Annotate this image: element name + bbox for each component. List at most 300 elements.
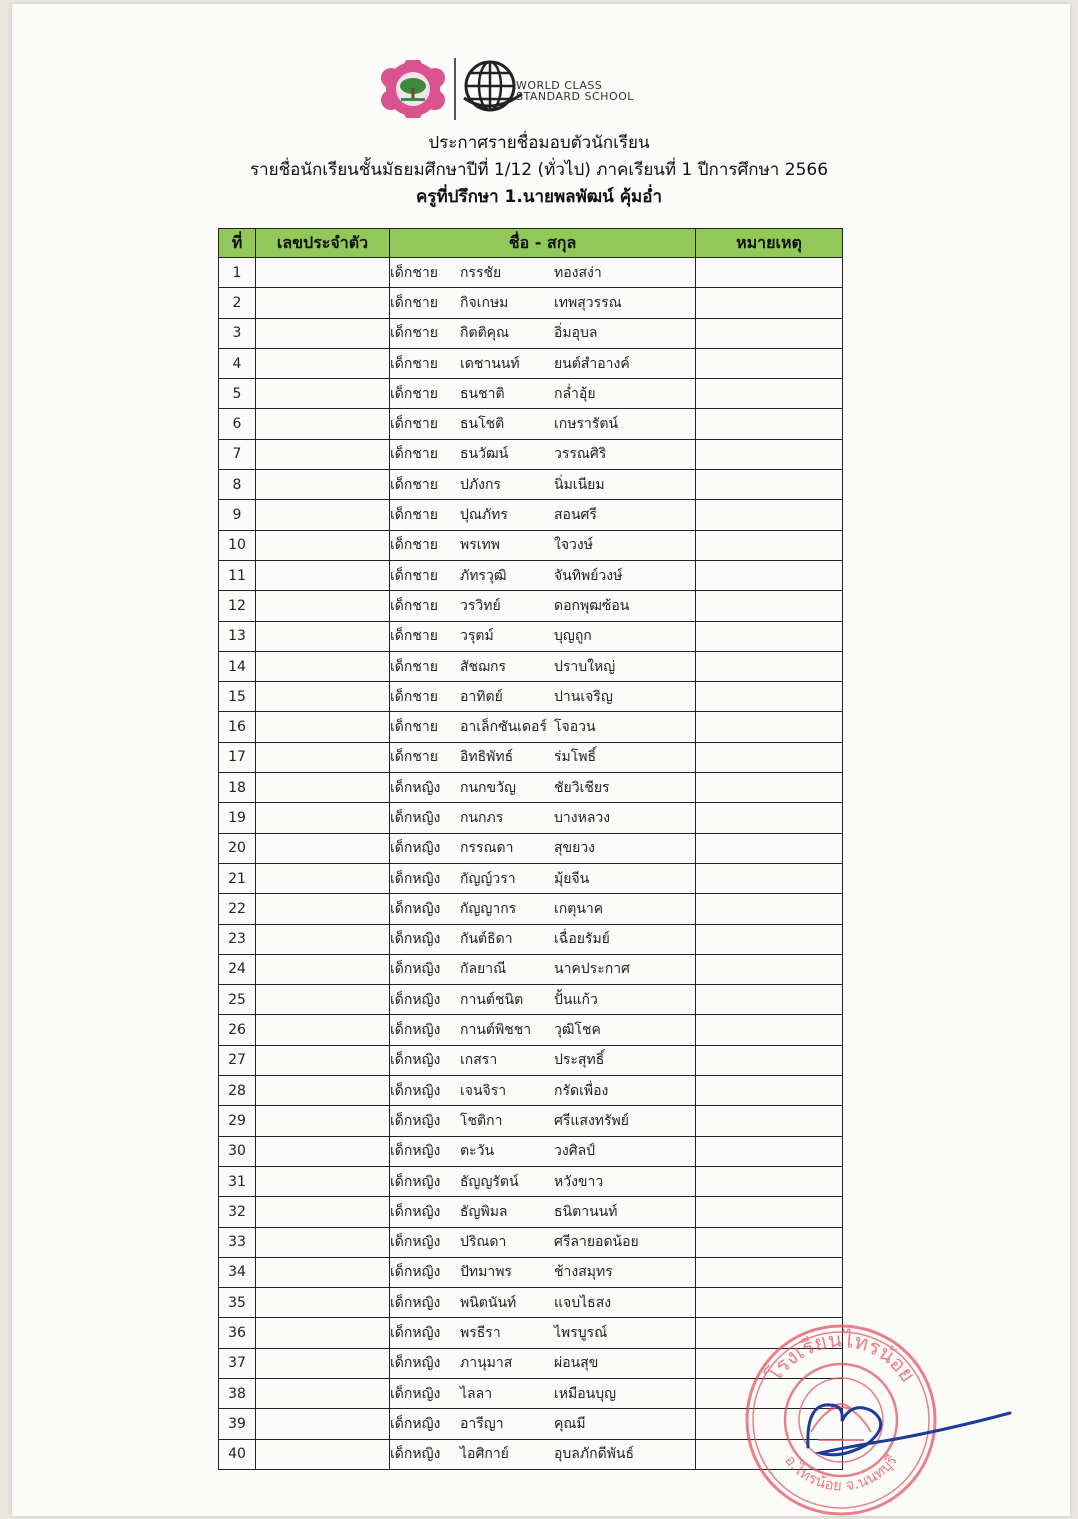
row-number: 24 — [219, 954, 256, 984]
student-id-cell — [256, 409, 390, 439]
student-name-cell — [390, 1166, 696, 1196]
row-number: 28 — [219, 1076, 256, 1106]
last-name: ร่มโพธิ์ — [554, 749, 597, 766]
student-id-cell — [256, 379, 390, 409]
name-title: เด็กหญิง — [390, 1234, 441, 1251]
row-number: 15 — [219, 682, 256, 712]
last-name: เหมือนบุญ — [554, 1385, 617, 1402]
name-title: เด็กชาย — [390, 597, 438, 614]
student-id-cell — [256, 1409, 390, 1439]
row-number: 21 — [219, 863, 256, 893]
row-number: 29 — [219, 1106, 256, 1136]
row-number: 11 — [219, 560, 256, 590]
last-name: สอนศรี — [554, 507, 597, 524]
student-id-cell — [256, 803, 390, 833]
last-name: อิ่มอุบล — [554, 325, 598, 342]
remark-cell — [696, 348, 843, 378]
name-title: เด็กชาย — [390, 658, 438, 675]
remark-cell — [696, 288, 843, 318]
student-id-cell — [256, 1076, 390, 1106]
table-row — [219, 803, 843, 833]
student-id-cell — [256, 651, 390, 681]
col-header-no: ที่ — [219, 229, 256, 258]
student-id-cell — [256, 742, 390, 772]
row-number: 20 — [219, 833, 256, 863]
name-title: เด็กชาย — [390, 264, 438, 281]
name-title: เด็กหญิง — [390, 991, 441, 1008]
student-name-cell — [390, 318, 696, 348]
student-id-cell — [256, 470, 390, 500]
row-number: 23 — [219, 924, 256, 954]
remark-cell — [696, 1288, 843, 1318]
table-row — [219, 863, 843, 893]
student-name-cell — [390, 621, 696, 651]
first-name: โชติกา — [460, 1112, 503, 1129]
remark-cell — [696, 1227, 843, 1257]
student-name-cell — [390, 1227, 696, 1257]
row-number: 22 — [219, 894, 256, 924]
row-number: 10 — [219, 530, 256, 560]
row-number: 13 — [219, 621, 256, 651]
row-number: 37 — [219, 1348, 256, 1378]
wordmark-line2: STANDARD SCHOOL — [516, 90, 634, 103]
class-subtitle: รายชื่อนักเรียนชั้นมัธยมศึกษาปีที่ 1/12 (ทั่วไป) ภาคเรียนที่ 1 ปีการศึกษา 2566 — [249, 160, 829, 180]
name-title: เด็กหญิง — [390, 1022, 441, 1039]
last-name: นาคประกาศ — [554, 961, 630, 978]
first-name: พนิตนันท์ — [460, 1294, 517, 1311]
name-title: เด็กชาย — [390, 719, 438, 736]
first-name: กรรณดา — [460, 840, 514, 857]
remark-cell — [696, 985, 843, 1015]
student-name-cell — [390, 1257, 696, 1287]
row-number: 26 — [219, 1015, 256, 1045]
row-number: 16 — [219, 712, 256, 742]
row-number: 8 — [219, 470, 256, 500]
student-name-cell — [390, 894, 696, 924]
signature — [800, 1395, 1016, 1475]
remark-cell — [696, 530, 843, 560]
table-header-row — [219, 229, 843, 258]
first-name: อาทิตย์ — [460, 688, 503, 705]
table-row — [219, 348, 843, 378]
student-name-cell — [390, 1076, 696, 1106]
student-name-cell — [390, 1197, 696, 1227]
remark-cell — [696, 409, 843, 439]
document-titles — [0, 130, 1078, 211]
row-number: 12 — [219, 591, 256, 621]
name-title: เด็กหญิง — [390, 1052, 441, 1069]
last-name: แจบไธสง — [554, 1294, 612, 1311]
student-id-cell — [256, 1257, 390, 1287]
student-name-cell — [390, 379, 696, 409]
table-row — [219, 258, 843, 288]
first-name: กิตติคุณ — [460, 325, 510, 342]
student-name-cell — [390, 924, 696, 954]
row-number: 9 — [219, 500, 256, 530]
student-name-cell — [390, 560, 696, 590]
first-name: ภัทรวุฒิ — [460, 567, 507, 584]
student-name-cell — [390, 530, 696, 560]
row-number: 27 — [219, 1045, 256, 1075]
student-name-cell — [390, 833, 696, 863]
first-name: อารีญา — [460, 1415, 504, 1432]
student-id-cell — [256, 712, 390, 742]
table-row — [219, 894, 843, 924]
name-title: เด็กหญิง — [390, 1112, 441, 1129]
name-title: เด็กหญิง — [390, 1173, 441, 1190]
table-row — [219, 1045, 843, 1075]
name-title: เด็กชาย — [390, 476, 438, 493]
last-name: บางหลวง — [554, 809, 611, 826]
remark-cell — [696, 318, 843, 348]
last-name: ปานเจริญ — [554, 688, 613, 705]
last-name: วรรณศิริ — [554, 446, 607, 463]
name-title: เด็กหญิง — [390, 1446, 441, 1463]
student-id-cell — [256, 1197, 390, 1227]
first-name: กรรชัย — [460, 264, 502, 281]
name-title: เด็กหญิง — [390, 1082, 441, 1099]
stamp-text-top: โรงเรียนไทรน้อย — [761, 1327, 921, 1387]
student-id-cell — [256, 591, 390, 621]
remark-cell — [696, 651, 843, 681]
table-row — [219, 773, 843, 803]
name-title: เด็กชาย — [390, 537, 438, 554]
last-name: ปั้นแก้ว — [554, 991, 598, 1008]
name-title: เด็กชาย — [390, 446, 438, 463]
last-name: ทองสง่า — [554, 264, 602, 281]
first-name: สัชฌกร — [460, 658, 507, 675]
remark-cell — [696, 500, 843, 530]
first-name: กัลยาณี — [460, 961, 507, 978]
wordmark-line1: WORLD CLASS — [516, 79, 603, 92]
remark-cell — [696, 621, 843, 651]
first-name: ธัญญรัตน์ — [460, 1173, 519, 1190]
remark-cell — [696, 773, 843, 803]
first-name: ปัทมาพร — [460, 1264, 512, 1281]
table-row — [219, 833, 843, 863]
name-title: เด็กหญิง — [390, 1415, 441, 1432]
student-name-cell — [390, 500, 696, 530]
first-name: ธนวัฒน์ — [460, 446, 509, 463]
row-number: 40 — [219, 1439, 256, 1469]
name-title: เด็กหญิง — [390, 1385, 441, 1402]
student-name-cell — [390, 712, 696, 742]
table-row — [219, 530, 843, 560]
first-name: ปริณดา — [460, 1234, 507, 1251]
remark-cell — [696, 379, 843, 409]
row-number: 3 — [219, 318, 256, 348]
last-name: ยนต์สำอางค์ — [554, 355, 630, 372]
stamp-text-bottom: อ.ไทรน้อย จ.นนทบุรี — [781, 1451, 901, 1495]
table-row — [219, 621, 843, 651]
student-id-cell — [256, 621, 390, 651]
row-number: 2 — [219, 288, 256, 318]
name-title: เด็กชาย — [390, 325, 438, 342]
last-name: ไพรบูรณ์ — [554, 1325, 608, 1342]
first-name: เกสรา — [460, 1052, 498, 1069]
last-name: หวังขาว — [554, 1173, 604, 1190]
student-name-cell — [390, 954, 696, 984]
first-name: อิทธิพัทธ์ — [460, 749, 514, 766]
student-name-cell — [390, 1318, 696, 1348]
table-row — [219, 1257, 843, 1287]
table-row — [219, 1288, 843, 1318]
student-name-cell — [390, 863, 696, 893]
student-name-cell — [390, 1136, 696, 1166]
table-row — [219, 742, 843, 772]
announcement-title: ประกาศรายชื่อมอบตัวนักเรียน — [428, 133, 650, 153]
last-name: สุขยวง — [554, 840, 596, 857]
last-name: ชัยวิเชียร — [554, 779, 610, 796]
last-name: ธนิตานนท์ — [554, 1203, 618, 1220]
remark-cell — [696, 560, 843, 590]
student-name-cell — [390, 409, 696, 439]
remark-cell — [696, 258, 843, 288]
name-title: เด็กชาย — [390, 385, 438, 402]
student-name-cell — [390, 470, 696, 500]
student-name-cell — [390, 1045, 696, 1075]
last-name: เกษรารัตน์ — [554, 416, 619, 433]
remark-cell — [696, 682, 843, 712]
student-id-cell — [256, 894, 390, 924]
name-title: เด็กหญิง — [390, 1264, 441, 1281]
last-name: กล่ำอุ้ย — [554, 385, 596, 402]
first-name: เดชานนท์ — [460, 355, 520, 372]
student-id-cell — [256, 348, 390, 378]
table-row — [219, 924, 843, 954]
student-id-cell — [256, 863, 390, 893]
last-name: นิ่มเนียม — [554, 476, 605, 493]
first-name: ไลลา — [460, 1385, 493, 1402]
student-id-cell — [256, 1045, 390, 1075]
name-title: เด็กหญิง — [390, 1294, 441, 1311]
student-name-cell — [390, 682, 696, 712]
row-number: 34 — [219, 1257, 256, 1287]
row-number: 6 — [219, 409, 256, 439]
first-name: เจนจิรา — [460, 1082, 507, 1099]
row-number: 38 — [219, 1378, 256, 1408]
remark-cell — [696, 863, 843, 893]
student-name-cell — [390, 288, 696, 318]
student-name-cell — [390, 1348, 696, 1378]
row-number: 18 — [219, 773, 256, 803]
row-number: 30 — [219, 1136, 256, 1166]
col-header-name: ชื่อ - สกุล — [390, 229, 696, 258]
name-title: เด็กชาย — [390, 688, 438, 705]
row-number: 5 — [219, 379, 256, 409]
first-name: ธนโชติ — [460, 416, 505, 433]
last-name: เฉื่อยรัมย์ — [554, 931, 610, 948]
row-number: 32 — [219, 1197, 256, 1227]
student-id-cell — [256, 954, 390, 984]
table-row — [219, 1227, 843, 1257]
first-name: กัญญ์วรา — [460, 870, 516, 887]
first-name: วรวิทย์ — [460, 597, 501, 614]
first-name: พรธีรา — [460, 1325, 501, 1342]
last-name: มุ้ยจีน — [554, 870, 590, 887]
student-id-cell — [256, 1136, 390, 1166]
student-id-cell — [256, 924, 390, 954]
name-title: เด็กชาย — [390, 294, 438, 311]
name-title: เด็กชาย — [390, 416, 438, 433]
student-id-cell — [256, 1439, 390, 1469]
last-name: โจอวน — [554, 719, 596, 736]
last-name: คุณมี — [554, 1415, 586, 1432]
remark-cell — [696, 833, 843, 863]
student-id-cell — [256, 773, 390, 803]
globe-icon — [460, 58, 524, 118]
student-id-cell — [256, 1227, 390, 1257]
student-name-cell — [390, 773, 696, 803]
remark-cell — [696, 470, 843, 500]
student-roster-table — [218, 228, 843, 1470]
name-title: เด็กหญิง — [390, 1203, 441, 1220]
student-id-cell — [256, 1348, 390, 1378]
last-name: ประสุทธิ์ — [554, 1052, 605, 1069]
first-name: อาเล็กซันเดอร์ — [460, 719, 547, 736]
name-title: เด็กหญิง — [390, 1325, 441, 1342]
student-name-cell — [390, 1015, 696, 1045]
remark-cell — [696, 1106, 843, 1136]
last-name: ศรีแสงทรัพย์ — [554, 1112, 629, 1129]
row-number: 35 — [219, 1288, 256, 1318]
first-name: กานต์ชนิต — [460, 991, 524, 1008]
col-header-student-id: เลขประจำตัว — [256, 229, 390, 258]
row-number: 4 — [219, 348, 256, 378]
student-id-cell — [256, 682, 390, 712]
table-row — [219, 1106, 843, 1136]
table-row — [219, 651, 843, 681]
remark-cell — [696, 591, 843, 621]
remark-cell — [696, 1015, 843, 1045]
remark-cell — [696, 803, 843, 833]
logo-divider — [454, 58, 456, 120]
student-name-cell — [390, 1288, 696, 1318]
remark-cell — [696, 954, 843, 984]
last-name: ปราบใหญ่ — [554, 658, 616, 675]
name-title: เด็กหญิง — [390, 931, 441, 948]
first-name: ธัญพิมล — [460, 1203, 508, 1220]
student-name-cell — [390, 1439, 696, 1469]
first-name: พรเทพ — [460, 537, 500, 554]
first-name: กิจเกษม — [460, 294, 509, 311]
last-name: เกตุนาค — [554, 900, 604, 917]
student-name-cell — [390, 742, 696, 772]
first-name: กัญญากร — [460, 900, 517, 917]
student-id-cell — [256, 1318, 390, 1348]
first-name: กนกภร — [460, 809, 504, 826]
table-row — [219, 560, 843, 590]
student-id-cell — [256, 560, 390, 590]
table-row — [219, 1136, 843, 1166]
table-row — [219, 682, 843, 712]
last-name: บุญถูก — [554, 628, 592, 645]
remark-cell — [696, 1136, 843, 1166]
last-name: ใจวงษ์ — [554, 537, 593, 554]
student-id-cell — [256, 833, 390, 863]
table-row — [219, 954, 843, 984]
table-row — [219, 1197, 843, 1227]
remark-cell — [696, 1166, 843, 1196]
last-name: วงศิลป์ — [554, 1143, 596, 1160]
student-name-cell — [390, 258, 696, 288]
row-number: 36 — [219, 1318, 256, 1348]
row-number: 14 — [219, 651, 256, 681]
table-row — [219, 379, 843, 409]
student-id-cell — [256, 500, 390, 530]
table-row — [219, 409, 843, 439]
last-name: ศรีลายอดน้อย — [554, 1234, 639, 1251]
remark-cell — [696, 894, 843, 924]
remark-cell — [696, 1257, 843, 1287]
last-name: อุบลภักดีพันธ์ — [554, 1446, 635, 1463]
name-title: เด็กหญิง — [390, 809, 441, 826]
row-number: 7 — [219, 439, 256, 469]
table-row — [219, 439, 843, 469]
student-id-cell — [256, 439, 390, 469]
first-name: ปุณภัทร — [460, 507, 508, 524]
name-title: เด็กหญิง — [390, 900, 441, 917]
remark-cell — [696, 1076, 843, 1106]
remark-cell — [696, 1197, 843, 1227]
last-name: ผ่อนสุข — [554, 1355, 599, 1372]
student-id-cell — [256, 288, 390, 318]
last-name: ช้างสมุทร — [554, 1264, 613, 1281]
student-id-cell — [256, 1378, 390, 1408]
table-row — [219, 470, 843, 500]
first-name: กันต์ธิดา — [460, 931, 513, 948]
row-number: 31 — [219, 1166, 256, 1196]
table-row — [219, 591, 843, 621]
student-name-cell — [390, 803, 696, 833]
name-title: เด็กหญิง — [390, 1143, 441, 1160]
name-title: เด็กชาย — [390, 567, 438, 584]
remark-cell — [696, 1045, 843, 1075]
row-number: 1 — [219, 258, 256, 288]
name-title: เด็กหญิง — [390, 870, 441, 887]
name-title: เด็กชาย — [390, 749, 438, 766]
name-title: เด็กหญิง — [390, 961, 441, 978]
table-row — [219, 985, 843, 1015]
student-id-cell — [256, 1106, 390, 1136]
first-name: ตะวัน — [460, 1143, 495, 1160]
remark-cell — [696, 924, 843, 954]
table-row — [219, 712, 843, 742]
name-title: เด็กชาย — [390, 628, 438, 645]
first-name: กนกขวัญ — [460, 779, 516, 796]
last-name: กรัดเพื่อง — [554, 1082, 609, 1099]
first-name: ธนชาติ — [460, 385, 505, 402]
page-header — [0, 58, 1078, 122]
remark-cell — [696, 712, 843, 742]
student-id-cell — [256, 258, 390, 288]
student-name-cell — [390, 348, 696, 378]
table-row — [219, 1166, 843, 1196]
student-id-cell — [256, 530, 390, 560]
row-number: 25 — [219, 985, 256, 1015]
last-name: จันทิพย์วงษ์ — [554, 567, 623, 584]
student-id-cell — [256, 1288, 390, 1318]
first-name: ไอศิกาย์ — [460, 1446, 509, 1463]
last-name: ดอกพุฒซ้อน — [554, 597, 630, 614]
student-id-cell — [256, 1166, 390, 1196]
remark-cell — [696, 742, 843, 772]
table-row — [219, 500, 843, 530]
first-name: วรุตม์ — [460, 628, 494, 645]
student-name-cell — [390, 985, 696, 1015]
student-name-cell — [390, 1106, 696, 1136]
school-seal-logo — [377, 60, 449, 118]
